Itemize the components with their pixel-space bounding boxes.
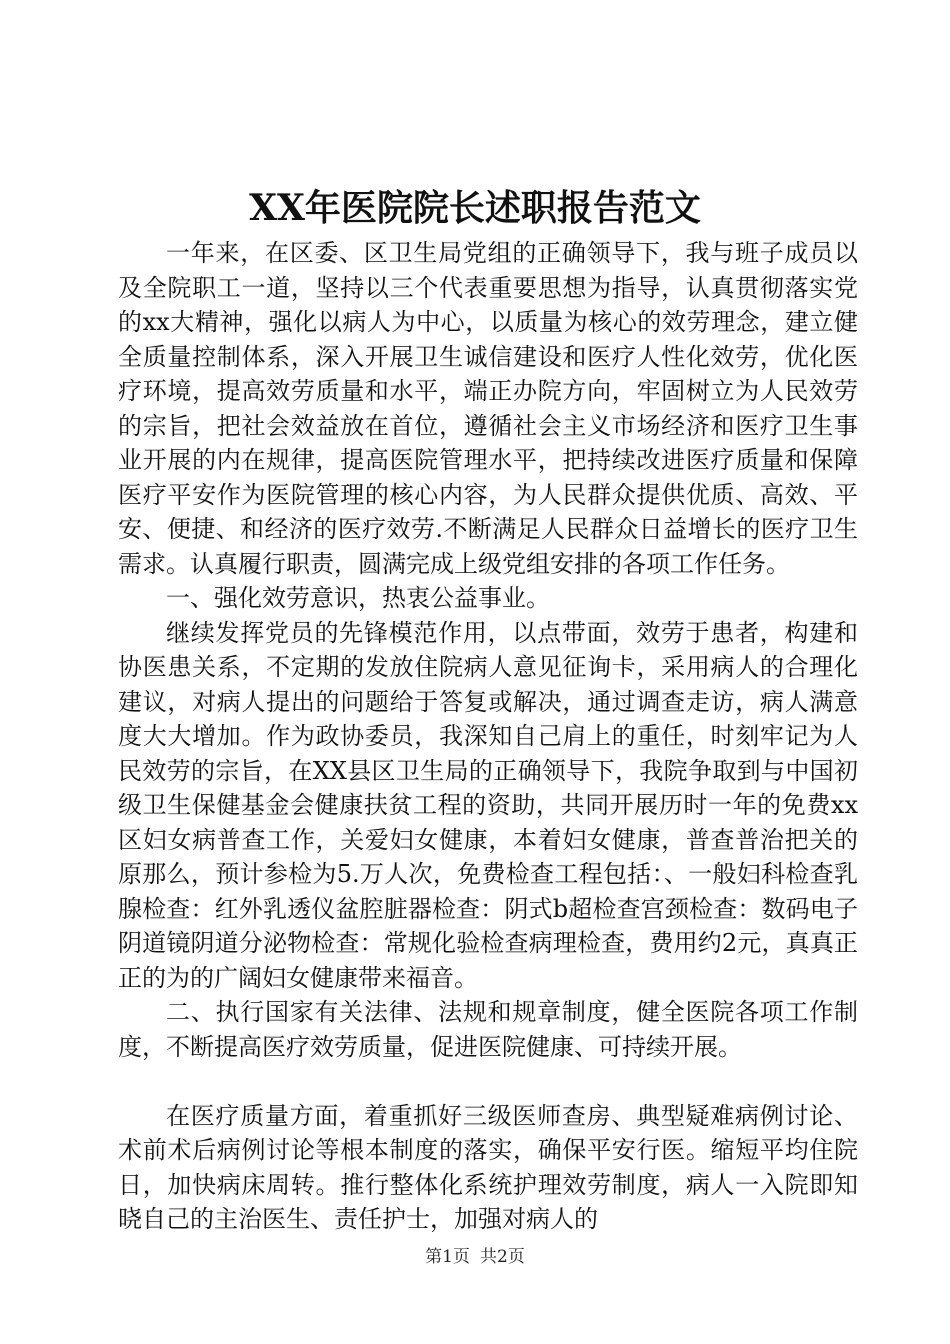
- section-heading-1: 一、强化效劳意识，热衷公益事业。: [166, 584, 550, 612]
- section-heading-2: 二、执行国家有关法律、法规和规章制度，健全医院各项工作制度，不断提高医疗效劳质量，促进医院健康、可持续开展。: [118, 998, 858, 1061]
- paragraph-quality: 在医疗质量方面，着重抓好三级医师查房、典型疑难病例讨论、术前术后病例讨论等根本制度的落实，确保平安行医。缩短平均住院日，加快病床周转。推行整体化系统护理效劳制度，病人一入院即知晓自己的主治医生、责任护士，加强对病人的: [118, 1101, 858, 1233]
- document-title: XX年医院院长述职报告范文: [249, 187, 701, 229]
- paragraph-section-1: 继续发挥党员的先锋模范作用，以点带面，效劳于患者，构建和协医患关系，不定期的发放住院病人意见征询卡，采用病人的合理化建议，对病人提出的问题给于答复或解决，通过调查走访，病人满意度大大增加。作为政协委员，我深知自己肩上的重任，时刻牢记为人民效劳的宗旨，在XX县区卫生局的正确领导下，我院争取到与中国初级卫生保健基金会健康扶贫工程的资助，共同开展历时一年的免费xx区妇女病普查工作，关爱妇女健康，本着妇女健康，普查普治把关的原那么，预计参检为5.万人次，免费检查工程包括：、一般妇科检查乳腺检查：红外乳透仪盆腔脏器检查：阴式b超检查宫颈检查：数码电子阴道镜阴道分泌物检查：常规化验检查病理检查，费用约2元，真真正正的为的广阔妇女健康带来福音。: [118, 618, 858, 992]
- page-total: 共2页: [480, 1247, 525, 1267]
- paragraph-spacer: [118, 1064, 858, 1099]
- page-number: 第1页: [425, 1247, 470, 1267]
- page-footer: [0, 1245, 950, 1269]
- paragraph-intro: 一年来，在区委、区卫生局党组的正确领导下，我与班子成员以及全院职工一道，坚持以三个代表重要思想为指导，认真贯彻落实党的xx大精神，强化以病人为中心，以质量为核心的效劳理念，建立健全质量控制体系，深入开展卫生诚信建设和医疗人性化效劳，优化医疗环境，提高效劳质量和水平，端正办院方向，牢固树立为人民效劳的宗旨，把社会效益放在首位，遵循社会主义市场经济和医疗卫生事业开展的内在规律，提高医院管理水平，把持续改进医疗质量和保障医疗平安作为医院管理的核心内容，为人民群众提供优质、高效、平安、便捷、和经济的医疗效劳.不断满足人民群众日益增长的医疗卫生需求。认真履行职责，圆满完成上级党组安排的各项工作任务。: [118, 239, 858, 578]
- document-body: [118, 236, 858, 1237]
